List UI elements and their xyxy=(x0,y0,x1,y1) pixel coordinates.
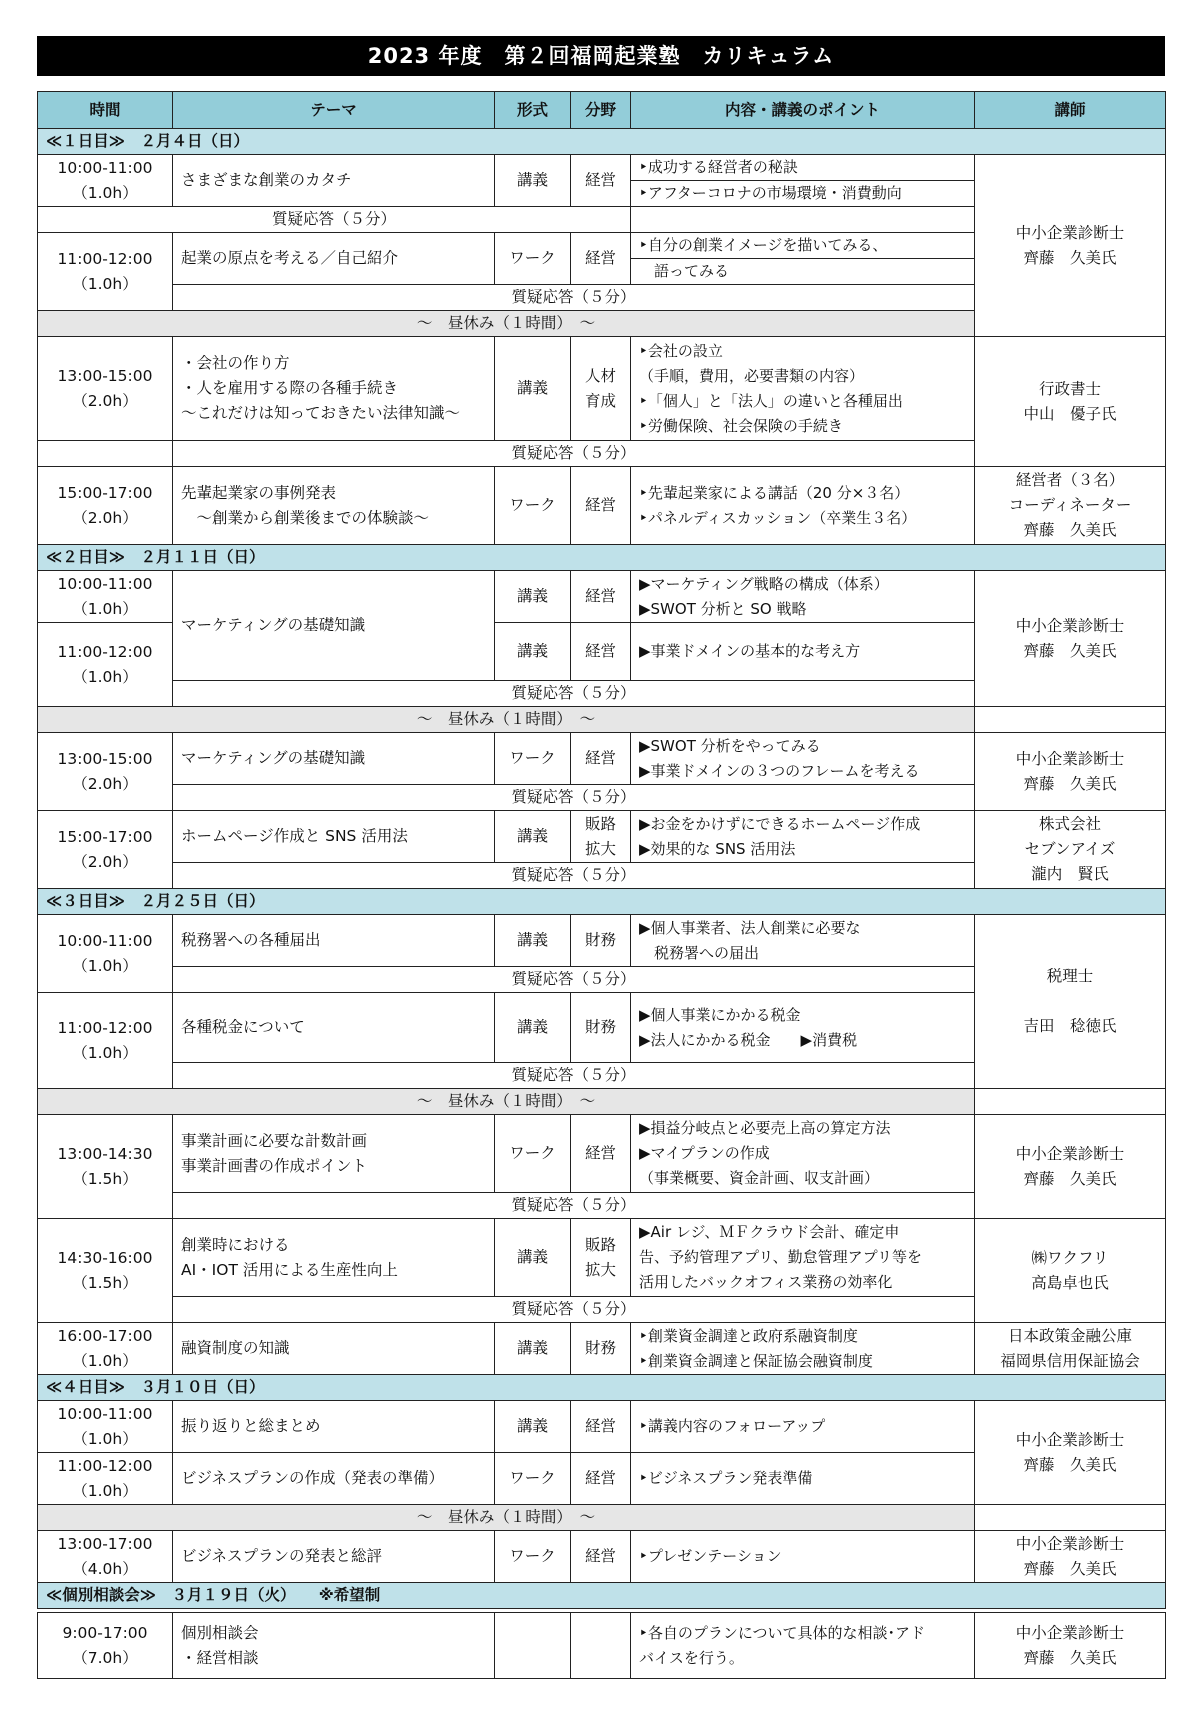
points-cell: ‣成功する経営者の秘訣 xyxy=(631,155,975,181)
table-row xyxy=(38,1115,1166,1193)
points-cell: ▶マーケティング戦略の構成（体系） ▶SWOT 分析と SO 戦略 xyxy=(631,571,975,623)
day-row xyxy=(38,1375,1166,1401)
time-cell: 16:00-17:00 （1.0h） xyxy=(38,1323,173,1375)
day-label: ≪個別相談会≫ ３月１９日（火） ※希望制 xyxy=(38,1583,1166,1609)
qa-row: 質疑応答（５分） xyxy=(38,207,631,233)
field-cell: 経営 xyxy=(571,1401,631,1453)
time-cell: 15:00-17:00 （2.0h） xyxy=(38,811,173,889)
instructor-cell: 中小企業診断士 齊藤 久美氏 xyxy=(975,1613,1166,1679)
day-row xyxy=(38,129,1166,155)
time-cell: 11:00-12:00 （1.0h） xyxy=(38,233,173,311)
format-cell: 講義 xyxy=(495,571,571,623)
instructor-cell: ㈱ワクフリ 高島卓也氏 xyxy=(975,1219,1166,1323)
theme-cell: 個別相談会 ・経営相談 xyxy=(173,1613,495,1679)
table-row xyxy=(38,1401,1166,1453)
format-cell xyxy=(495,1613,571,1679)
theme-cell: 先輩起業家の事例発表 ～創業から創業後までの体験談～ xyxy=(173,467,495,545)
qa-row: 質疑応答（５分） xyxy=(173,681,975,707)
day-row xyxy=(38,545,1166,571)
format-cell: 講義 xyxy=(495,1323,571,1375)
curriculum-table xyxy=(37,91,1166,1679)
field-cell: 経営 xyxy=(571,233,631,285)
field-cell: 販路 拡大 xyxy=(571,1219,631,1297)
instructor-cell: 中小企業診断士 齊藤 久美氏 xyxy=(975,1531,1166,1583)
time-cell: 10:00-11:00 （1.0h） xyxy=(38,1401,173,1453)
header-points: 内容・講義のポイント xyxy=(631,92,975,129)
instructor-cell: 中小企業診断士 齊藤 久美氏 xyxy=(975,1115,1166,1219)
table-row xyxy=(38,1531,1166,1583)
theme-cell: 融資制度の知識 xyxy=(173,1323,495,1375)
theme-cell: 振り返りと総まとめ xyxy=(173,1401,495,1453)
table-row xyxy=(38,337,1166,441)
field-cell: 経営 xyxy=(571,1115,631,1193)
field-cell xyxy=(571,1613,631,1679)
table-row xyxy=(38,571,1166,623)
field-cell: 経営 xyxy=(571,467,631,545)
points-cell: ‣プレゼンテーション xyxy=(631,1531,975,1583)
page-title: 2023 年度 第２回福岡起業塾 カリキュラム xyxy=(37,36,1165,76)
header-instructor: 講師 xyxy=(975,92,1166,129)
day-label: ≪３日目≫ ２月２５日（日） xyxy=(38,889,1166,915)
table-row xyxy=(38,1219,1166,1297)
format-cell: 講義 xyxy=(495,1219,571,1297)
theme-cell: 各種税金について xyxy=(173,993,495,1063)
theme-cell: 事業計画に必要な計数計画 事業計画書の作成ポイント xyxy=(173,1115,495,1193)
instructor-cell: 中小企業診断士 齊藤 久美氏 xyxy=(975,571,1166,707)
format-cell: ワーク xyxy=(495,1453,571,1505)
theme-cell: ホームページ作成と SNS 活用法 xyxy=(173,811,495,863)
points-cell: ‣会社の設立 （手順，費用，必要書類の内容） ‣「個人」と「法人」の違いと各種届出 ‣労働保険、社会保険の手続き xyxy=(631,337,975,441)
time-cell: 10:00-11:00 （1.0h） xyxy=(38,155,173,207)
header-time: 時間 xyxy=(38,92,173,129)
field-cell: 経営 xyxy=(571,571,631,623)
format-cell: ワーク xyxy=(495,233,571,285)
theme-cell: マーケティングの基礎知識 xyxy=(173,571,495,681)
day-label: ≪１日目≫ ２月４日（日） xyxy=(38,129,1166,155)
points-cell: ▶お金をかけずにできるホームページ作成 ▶効果的な SNS 活用法 xyxy=(631,811,975,863)
field-cell: 経営 xyxy=(571,1531,631,1583)
field-cell: 経営 xyxy=(571,155,631,207)
instructor-cell: 中小企業診断士 齊藤 久美氏 xyxy=(975,733,1166,811)
field-cell: 財務 xyxy=(571,915,631,967)
day-label: ≪２日目≫ ２月１１日（日） xyxy=(38,545,1166,571)
table-row xyxy=(38,1613,1166,1679)
theme-cell: ・会社の作り方 ・人を雇用する際の各種手続き ～これだけは知っておきたい法律知識～ xyxy=(173,337,495,441)
time-cell: 13:00-15:00 （2.0h） xyxy=(38,733,173,811)
field-cell: 経営 xyxy=(571,733,631,785)
theme-cell: ビジネスプランの作成（発表の準備） xyxy=(173,1453,495,1505)
points-cell: ▶SWOT 分析をやってみる ▶事業ドメインの３つのフレームを考える xyxy=(631,733,975,785)
day-label: ≪４日目≫ ３月１０日（日） xyxy=(38,1375,1166,1401)
instructor-cell: 中小企業診断士 齊藤 久美氏 xyxy=(975,1401,1166,1505)
instructor-cell: 経営者（３名） コーディネーター 齊藤 久美氏 xyxy=(975,467,1166,545)
qa-row: 質疑応答（５分） xyxy=(173,863,975,889)
points-cell: ‣講義内容のフォローアップ xyxy=(631,1401,975,1453)
points-cell: 語ってみる xyxy=(631,259,975,285)
field-cell: 財務 xyxy=(571,993,631,1063)
format-cell: 講義 xyxy=(495,1401,571,1453)
field-cell: 財務 xyxy=(571,1323,631,1375)
qa-row: 質疑応答（５分） xyxy=(173,1063,975,1089)
qa-row: 質疑応答（５分） xyxy=(173,785,975,811)
theme-cell: さまざまな創業のカタチ xyxy=(173,155,495,207)
day-row xyxy=(38,1583,1166,1609)
time-cell: 15:00-17:00 （2.0h） xyxy=(38,467,173,545)
header-theme: テーマ xyxy=(173,92,495,129)
table-row xyxy=(38,155,1166,181)
qa-row: 質疑応答（５分） xyxy=(173,285,975,311)
instructor-cell: 株式会社 セブンアイズ 瀧内 賢氏 xyxy=(975,811,1166,889)
field-cell: 販路 拡大 xyxy=(571,811,631,863)
field-cell: 人材 育成 xyxy=(571,337,631,441)
time-cell: 13:00-15:00 （2.0h） xyxy=(38,337,173,441)
format-cell: ワーク xyxy=(495,467,571,545)
points-cell: ‣アフターコロナの市場環境・消費動向 xyxy=(631,181,975,207)
lunch-break: ～ 昼休み（１時間） ～ xyxy=(38,1505,975,1531)
instructor-cell: 中小企業診断士 齊藤 久美氏 xyxy=(975,155,1166,337)
points-cell: ‣創業資金調達と政府系融資制度 ‣創業資金調達と保証協会融資制度 xyxy=(631,1323,975,1375)
time-cell: 10:00-11:00 （1.0h） xyxy=(38,571,173,623)
theme-cell: 税務署への各種届出 xyxy=(173,915,495,967)
time-cell: 14:30-16:00 （1.5h） xyxy=(38,1219,173,1323)
format-cell: 講義 xyxy=(495,915,571,967)
header-row xyxy=(38,92,1166,129)
header-format: 形式 xyxy=(495,92,571,129)
format-cell: 講義 xyxy=(495,623,571,681)
time-cell: 11:00-12:00 （1.0h） xyxy=(38,993,173,1089)
instructor-cell: 税理士 吉田 稔徳氏 xyxy=(975,915,1166,1089)
time-cell: 10:00-11:00 （1.0h） xyxy=(38,915,173,993)
qa-row: 質疑応答（５分） xyxy=(173,441,975,467)
instructor-cell: 日本政策金融公庫 福岡県信用保証協会 xyxy=(975,1323,1166,1375)
format-cell: 講義 xyxy=(495,993,571,1063)
time-cell: 13:00-14:30 （1.5h） xyxy=(38,1115,173,1219)
points-cell: ▶個人事業者、法人創業に必要な 税務署への届出 xyxy=(631,915,975,967)
table-row xyxy=(38,1323,1166,1375)
points-cell: ▶事業ドメインの基本的な考え方 xyxy=(631,623,975,681)
header-field: 分野 xyxy=(571,92,631,129)
lunch-break: ～ 昼休み（１時間） ～ xyxy=(38,311,975,337)
time-cell: 13:00-17:00 （4.0h） xyxy=(38,1531,173,1583)
instructor-cell: 行政書士 中山 優子氏 xyxy=(975,337,1166,467)
theme-cell: 創業時における AI・IOT 活用による生産性向上 xyxy=(173,1219,495,1297)
table-row xyxy=(38,811,1166,863)
points-cell: ▶個人事業にかかる税金 ▶法人にかかる税金 ▶消費税 xyxy=(631,993,975,1063)
lunch-break: ～ 昼休み（１時間） ～ xyxy=(38,707,975,733)
points-cell: ‣各自のプランについて具体的な相談･アド バイスを行う。 xyxy=(631,1613,975,1679)
points-cell: ‣ビジネスプラン発表準備 xyxy=(631,1453,975,1505)
table-row xyxy=(38,733,1166,785)
qa-row: 質疑応答（５分） xyxy=(173,1297,975,1323)
theme-cell: マーケティングの基礎知識 xyxy=(173,733,495,785)
time-cell: 11:00-12:00 （1.0h） xyxy=(38,623,173,707)
time-cell: 9:00-17:00 （7.0h） xyxy=(38,1613,173,1679)
lunch-break: ～ 昼休み（１時間） ～ xyxy=(38,1089,975,1115)
points-cell: ▶Air レジ、ＭＦクラウド会計、確定申 告、予約管理アプリ、勤怠管理アプリ等を 活用したバックオフィス業務の効率化 xyxy=(631,1219,975,1297)
day-row xyxy=(38,889,1166,915)
points-cell: ‣自分の創業イメージを描いてみる、 xyxy=(631,233,975,259)
format-cell: ワーク xyxy=(495,1531,571,1583)
field-cell: 経営 xyxy=(571,623,631,681)
table-row xyxy=(38,467,1166,545)
format-cell: 講義 xyxy=(495,155,571,207)
field-cell: 経営 xyxy=(571,1453,631,1505)
format-cell: ワーク xyxy=(495,733,571,785)
time-cell: 11:00-12:00 （1.0h） xyxy=(38,1453,173,1505)
theme-cell: ビジネスプランの発表と総評 xyxy=(173,1531,495,1583)
points-cell: ▶損益分岐点と必要売上高の算定方法 ▶マイプランの作成 （事業概要、資金計画、収支計画） xyxy=(631,1115,975,1193)
format-cell: 講義 xyxy=(495,811,571,863)
format-cell: ワーク xyxy=(495,1115,571,1193)
points-cell: ‣先輩起業家による講話（20 分×３名） ‣パネルディスカッション（卒業生３名） xyxy=(631,467,975,545)
table-row xyxy=(38,915,1166,967)
theme-cell: 起業の原点を考える／自己紹介 xyxy=(173,233,495,285)
qa-row: 質疑応答（５分） xyxy=(173,1193,975,1219)
format-cell: 講義 xyxy=(495,337,571,441)
qa-row: 質疑応答（５分） xyxy=(173,967,975,993)
